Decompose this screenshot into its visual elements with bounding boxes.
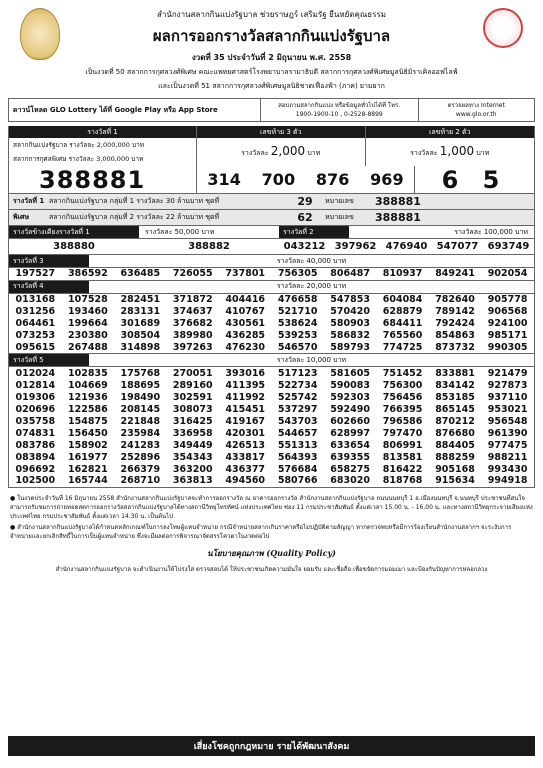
prize-number: 371872 [172,294,213,305]
prize-number: 854863 [435,330,475,341]
prize-number: 302591 [172,391,213,403]
prize-number: 853185 [435,391,475,403]
prize-number: 268710 [120,475,161,487]
prize-number: 602660 [330,415,370,427]
prize-number: 411992 [225,391,266,403]
prize-number: 301689 [120,318,161,329]
prize-number: 810937 [382,268,423,280]
prize-number: 806991 [382,439,423,451]
prize-number: 636485 [120,268,161,280]
prize-number: 792424 [435,318,475,329]
footer-slogan: เสี่ยงโชคถูกกฎหมาย รายได้พัฒนาสังคม [8,736,535,756]
special-desc: สลากกินแบ่งรัฐบาล กลุ่มที่ 1 รางวัลละ 30 ล้านบาท ชุดที่ [49,197,220,205]
special-winner: 388881 [375,211,421,224]
table-row [9,367,535,379]
prize-number: 156450 [68,427,108,439]
prize-number: 035758 [15,415,56,427]
prize-number: 756456 [382,391,423,403]
prize-number: 521710 [277,306,318,317]
prize-number: 012024 [15,367,56,379]
fifth-prize-header [8,354,535,367]
table-row [9,268,535,280]
prize-number: 537297 [277,403,318,415]
second-number: 547077 [436,241,479,252]
table-row [9,391,535,403]
prize-number: 956548 [487,415,528,427]
prize-number: 270051 [172,367,213,379]
prize-number: 756300 [382,379,423,391]
special-number-label: หมายเลข [325,213,354,221]
special-label: พิเศษ [13,213,30,221]
prize-number: 782640 [435,294,475,305]
prize-number: 083894 [15,451,56,463]
prize-number: 426513 [225,439,266,451]
prize-number: 121936 [68,391,108,403]
fifth-amount: รางวัลละ 10,000 บาท [276,355,347,364]
app-download-text: ดาวน์โหลด GLO Lottery ได้ที่ Google Play หรือ App Store [9,99,261,121]
amount-unit: บาท [307,149,321,157]
prize-number: 539253 [277,330,318,341]
prize-number: 993430 [487,463,528,475]
prize-number: 376682 [172,318,213,329]
prize-number: 208145 [120,403,161,415]
three-digit-number: 314 [207,170,241,189]
three-digit-amount [197,138,365,165]
prize-number: 096692 [15,463,56,475]
amount-unit: บาท [476,149,490,157]
prize-number: 393016 [225,367,266,379]
second-number: 693749 [487,241,530,252]
table-row [9,403,535,415]
draw-subtitle-2: และเป็นงวดที่ 51 สลากการกุศลวงศ์พิเศษมูลนิธิชาตเฟื่องฟ้า (ภาค) ยามยาก [158,82,385,90]
prize-number: 241283 [120,439,161,451]
note-item: ● ในงวดประจำวันที่ 16 มิถุนายน 2558 สำนักงานสลากกินแบ่งรัฐบาลจะทำการออกรางวัล ณ อาคารออกรางวัล สำนักงานสลากกินแบ่งรัฐบาล ถนนนนทบุรี 1 อ.เมืองนนทบุรี จ.นนทบุรี ประชาชนที่สนใจสามารถรับชมการถ่ายทอดสดการออกรางวัลสลากกินแบ่งรัฐบาลได้ทางสถานีวิทยุโทรทัศน์ แห่งประเทศไทย ช่อง 11 กรมประชาสัมพันธ์ ตั้งแต่เวลา 15.00 น. - 16.00 น. และทางสถานีวิทยุกระจายเสียงแห่งประเทศไทย กรมประชาสัมพันธ์ ตั้งแต่เวลา 14.30 น. เป็นต้นไป [10,494,533,520]
prize-number: 849241 [435,268,475,280]
prize-number: 592490 [330,403,370,415]
prize-number: 576684 [277,463,318,475]
third-prize-table [8,268,535,281]
prize-number: 410767 [225,306,266,317]
special-series: 29 [297,195,313,208]
web-title: ตรวจผลทาง Internet [447,102,505,109]
table-row [9,379,535,391]
neighbor-number: 388880 [53,241,95,252]
prize-number: 102500 [15,475,56,487]
prize-number: 020696 [15,403,56,415]
prize-number: 633654 [330,439,370,451]
second-numbers [279,241,534,252]
prize-number: 162821 [68,463,108,475]
prize-number: 314898 [120,341,161,353]
prize-number: 737801 [225,268,266,280]
two-digit-number: 6 5 [414,166,534,194]
prize-number: 308073 [172,403,213,415]
fifth-label: รางวัลที่ 5 [9,354,89,366]
prize-number: 551313 [277,439,318,451]
prize-number: 363200 [172,463,213,475]
three-digit-number: 876 [315,170,350,189]
prize-number: 884405 [435,439,475,451]
special-row [8,210,535,226]
prize-number: 283131 [120,306,161,317]
first-prize-cell [9,126,197,166]
prize-number: 230380 [68,330,108,341]
prize-number: 865145 [435,403,475,415]
prize-number: 953021 [487,403,528,415]
table-row [9,475,535,487]
prize-number: 905168 [435,463,475,475]
prize-number: 122586 [68,403,108,415]
winning-numbers-row [8,166,535,194]
prize-number: 756305 [277,268,318,280]
table-row [9,415,535,427]
prize-number: 374637 [172,306,213,317]
prize-number: 658275 [330,463,370,475]
prize-number: 397263 [172,341,213,353]
prize-number: 525742 [277,391,318,403]
prize-number: 064461 [15,318,56,329]
first-prize-line-1: สลากกินแบ่งรัฐบาล รางวัลละ 2,000,000 บาท [13,141,145,149]
prize-number: 789142 [435,306,475,317]
prize-number: 590083 [330,379,370,391]
web-url[interactable]: www.glo.or.th [455,111,497,118]
second-number: 043212 [283,241,326,252]
prize-number: 494560 [225,475,266,487]
prize-number: 628997 [330,427,370,439]
special-label: รางวัลที่ 1 [13,197,45,205]
prize-number: 289160 [172,379,213,391]
prize-number: 774725 [382,341,423,353]
prize-number: 937110 [487,391,528,403]
note-item: ● สำนักงานสลากกินแบ่งรัฐบาลได้กำหนดหลักเกณฑ์ในการลงโทษผู้แทนจำหน่าย กรณีจำหน่ายสลากเกินราคาหรือไม่ปฏิบัติตามสัญญา หากตรวจพบหรือมีการร้องเรียนสำนักงานสลากฯ จะระงับการจำหน่ายและยกเลิกสิทธิ์ในการเป็นผู้แทนจำหน่าย ซึ่งจะมีผลต่อการพิจารณาจัดสรรโควตาในงวดต่อไป [10,523,512,540]
prize-number: 961390 [487,427,528,439]
prize-number: 683020 [330,475,370,487]
prize-number: 873732 [435,341,475,353]
table-row [9,330,535,342]
prize-number: 198490 [120,391,161,403]
phone-2: 0-2528-8899 [344,111,383,118]
prize-number: 308504 [120,330,161,341]
three-digit-number: 969 [370,170,404,189]
two-digit-amount [366,138,535,165]
quality-seal-icon [483,8,523,48]
prize-number: 197527 [15,268,56,280]
web-info [419,99,535,121]
first-prize-number: 388881 [9,166,197,194]
prize-number: 193460 [68,306,108,317]
prize-number: 543703 [277,415,318,427]
prize-number: 564393 [277,451,318,463]
prize-number: 921479 [487,367,528,379]
prize-number: 902054 [487,268,528,280]
prize-number: 915634 [435,475,475,487]
prize-number: 389980 [172,330,213,341]
amount-value: 2,000 [270,144,306,158]
prize-number: 102835 [68,367,108,379]
prize-number: 476230 [225,341,266,353]
table-row [9,306,535,318]
first-prize-line-2: สลากการกุศลพิเศษ รางวัลละ 3,000,000 บาท [13,155,144,163]
neighbor-second-numbers [8,239,535,255]
fourth-prize-header [8,281,535,294]
prize-number: 019306 [15,391,56,403]
prize-number: 751452 [382,367,423,379]
prize-number: 544657 [277,427,318,439]
prize-number: 316425 [172,415,213,427]
fourth-label: รางวัลที่ 4 [9,281,89,293]
prize-number: 083786 [15,439,56,451]
prize-number: 538624 [277,318,318,329]
prize-number: 639355 [330,451,370,463]
phone-numbers: 1900-1900-10 , 0-2528-8899 [295,111,383,118]
prize-number: 580766 [277,475,318,487]
policy-text: สำนักงานสลากกินแบ่งรัฐบาล จะดำเนินงานให้โปร่งใส ตรวจสอบได้ ให้ประชาชนเกิดความมั่นใจ ยอมรับ และเชื่อถือ เพื่อขจัดการมอมเมา และป้องกันปัญหาการหลอกลวง [55,565,488,573]
prize-number: 430561 [225,318,266,329]
prize-number: 386592 [68,268,108,280]
two-digit-cell [366,126,535,166]
prize-number: 354343 [172,451,213,463]
second-number: 397962 [334,241,377,252]
prize-number: 266379 [120,463,161,475]
table-row [9,342,535,354]
amount-prefix: รางวัลละ [410,149,438,157]
prize-number: 188695 [120,379,161,391]
prize-number: 592303 [330,391,370,403]
prize-number: 905778 [487,294,528,305]
prize-number: 436285 [225,330,266,341]
prize-number: 806487 [330,268,370,280]
prize-number: 522734 [277,379,318,391]
prize-number: 433817 [225,451,266,463]
special-series: 62 [297,211,313,224]
prize-number: 766395 [382,403,423,415]
third-label: รางวัลที่ 3 [9,255,89,267]
prize-number: 420301 [225,427,266,439]
prize-number: 580903 [330,318,370,329]
prize-number: 074831 [15,427,56,439]
table-row [9,427,535,439]
two-digit-label: เลขท้าย 2 ตัว [366,126,535,138]
prize-number: 927873 [487,379,528,391]
three-digit-label: เลขท้าย 3 ตัว [197,126,365,138]
prize-number: 985171 [487,330,528,341]
prize-number: 436377 [225,463,266,475]
prize-number: 165744 [68,475,108,487]
prize-number: 175768 [120,367,161,379]
prize-number: 013168 [15,294,56,305]
prize-number: 888259 [435,451,475,463]
prize-number: 547853 [330,294,370,305]
three-digit-numbers [197,170,414,189]
info-bar [8,98,535,122]
draw-subtitle-1: เป็นงวดที่ 50 สลากการกุศลวงศ์พิเศษ คณะแพทยศาสตร์โรงพยาบาลรามาธิบดี สลากการกุศลวงศ์พิเศษมูลนิธิมิราเคิลออฟไลฟ์ [85,68,458,76]
prize-number: 765560 [382,330,423,341]
prize-number: 221848 [120,415,161,427]
fourth-amount: รางวัลละ 20,000 บาท [276,282,347,290]
prize-number: 834142 [435,379,475,391]
prize-number: 161977 [68,451,108,463]
prize-number: 349449 [172,439,213,451]
contact-title: สอบถามสลากกินแบ่ง หรือข้อมูลทั่วไปได้ที่ โทร. [278,102,401,109]
page-title: ผลการออกรางวัลสลากกินแบ่งรัฐบาล [152,27,391,45]
prize-number: 282451 [120,294,161,305]
prize-number: 684411 [382,318,423,329]
prize-number: 267488 [68,341,108,353]
prize-number: 797470 [382,427,423,439]
third-amount: รางวัลละ 40,000 บาท [276,256,347,265]
prize-number: 252896 [120,451,161,463]
phone-1: 1900-1900-10 [295,111,339,118]
prize-number: 104669 [68,379,108,391]
special-winner: 388881 [375,195,421,208]
prize-number: 586832 [330,330,370,341]
prize-number: 336958 [172,427,213,439]
prize-number: 419167 [225,415,266,427]
prize-number: 876680 [435,427,475,439]
table-row [9,318,535,330]
second-label: รางวัลที่ 2 [279,226,349,238]
fourth-prize-table [8,294,535,355]
prize-number: 813581 [382,451,423,463]
special-number-label: หมายเลข [325,197,354,205]
prize-number: 199664 [68,318,108,329]
prize-number: 977475 [487,439,528,451]
prize-number: 411395 [225,379,266,391]
first-prize-label: รางวัลที่ 1 [9,126,196,138]
three-digit-cell [197,126,366,166]
draw-date: งวดที่ 35 ประจำวันที่ 2 มิถุนายน พ.ศ. 2558 [191,53,352,62]
prize-number: 095615 [15,341,56,353]
prize-number: 012814 [15,379,56,391]
prize-number: 476658 [277,294,318,305]
notes [8,494,535,541]
prize-number: 994918 [487,475,528,487]
prize-number: 818768 [382,475,423,487]
glo-emblem-icon [20,8,60,60]
prize-number: 796586 [382,415,423,427]
table-row [9,451,535,463]
prize-number: 107528 [68,294,108,305]
prize-number: 870212 [435,415,475,427]
table-row [9,463,535,475]
table-row [9,294,535,306]
prize-number: 158902 [68,439,108,451]
table-row [9,439,535,451]
neighbor-amount: รางวัลละ 50,000 บาท [145,227,215,236]
prize-number: 833881 [435,367,475,379]
prize-number: 363813 [172,475,213,487]
prize-number: 906568 [487,306,528,317]
prize-number: 589793 [330,341,370,353]
neighbor-label: รางวัลข้างเคียงรางวัลที่ 1 [9,226,139,238]
prize-number: 517123 [277,367,318,379]
prize-number: 031256 [15,306,56,317]
prize-number: 628879 [382,306,423,317]
prize-number: 404416 [225,294,266,305]
amount-value: 1,000 [439,144,475,158]
prize-number: 073253 [15,330,56,341]
special-desc: สลากกินแบ่งรัฐบาล กลุ่มที่ 2 รางวัลละ 22 ล้านบาท ชุดที่ [49,213,220,221]
prize-number: 816422 [382,463,423,475]
neighbor-number: 388882 [188,241,230,252]
three-digit-number: 700 [261,170,296,189]
prize-number: 546570 [277,341,318,353]
fifth-prize-table [8,367,535,488]
second-amount: รางวัลละ 100,000 บาท [454,227,528,236]
amount-prefix: รางวัลละ [241,149,269,157]
prize-number: 988211 [487,451,528,463]
prize-number: 415451 [225,403,266,415]
policy-title: นโยบายคุณภาพ (Quality Policy) [207,547,336,558]
header [8,8,535,92]
prize-number: 235984 [120,427,161,439]
prize-number: 726055 [172,268,213,280]
prize-number: 581605 [330,367,370,379]
neighbor-second-header [8,226,535,239]
prize-number: 154875 [68,415,108,427]
prize-number: 990305 [487,341,528,353]
prize-number: 924100 [487,318,528,329]
third-prize-header [8,255,535,268]
second-number: 476940 [385,241,428,252]
special-row [8,194,535,210]
org-name: สำนักงานสลากกินแบ่งรัฐบาล ช่วยราษฎร์ เสริมรัฐ ยืนหยัดคุณธรรม [156,10,386,19]
top-prizes-grid [8,126,535,166]
prize-number: 604084 [382,294,423,305]
contact-info [261,99,419,121]
prize-number: 570420 [330,306,370,317]
